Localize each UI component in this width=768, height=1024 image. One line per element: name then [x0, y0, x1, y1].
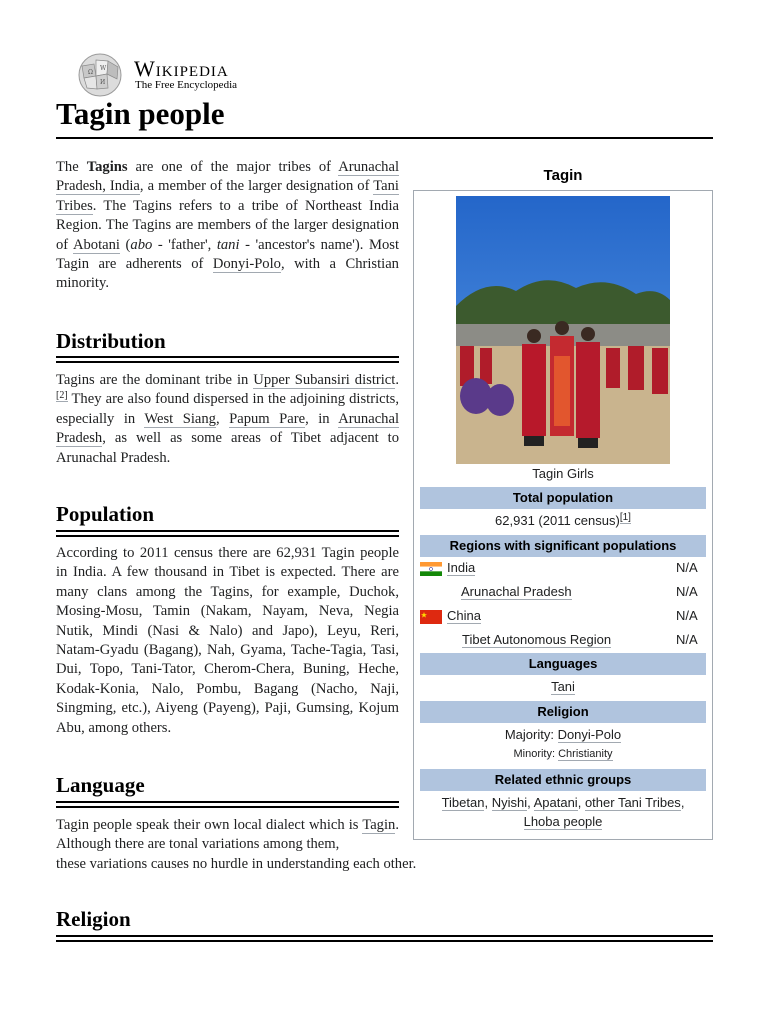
ref-2[interactable]: [2]: [56, 389, 68, 401]
link-apatani[interactable]: Apatani: [533, 795, 578, 810]
link-nyishi[interactable]: Nyishi: [491, 795, 528, 810]
region-value: N/A: [676, 632, 698, 647]
link-west-siang[interactable]: West Siang: [144, 410, 216, 427]
heading-religion: Religion: [56, 907, 131, 931]
link-lhoba-people[interactable]: Lhoba people: [523, 814, 603, 829]
religion-header: Religion: [420, 701, 706, 723]
link-india[interactable]: India: [447, 560, 476, 575]
related-groups-header: Related ethnic groups: [420, 769, 706, 791]
link-donyi-polo[interactable]: Donyi-Polo: [212, 256, 281, 273]
link-donyi-polo-religion[interactable]: Donyi-Polo: [557, 727, 622, 742]
svg-text:И: И: [100, 79, 106, 86]
distribution-section: [56, 371, 399, 468]
heading-rule: [56, 356, 399, 358]
link-arunachal-pradesh-region[interactable]: Arunachal Pradesh: [461, 584, 572, 599]
heading-distribution: Distribution: [56, 329, 166, 353]
china-flag-icon: [420, 610, 442, 624]
link-tibet-autonomous-region[interactable]: Tibet Autonomous Region: [462, 632, 612, 647]
india-flag-icon: [420, 562, 442, 576]
link-upper-subansiri[interactable]: Upper Subansiri district: [253, 372, 396, 388]
link-christianity[interactable]: Christianity: [558, 748, 613, 760]
link-papum-pare[interactable]: Papum Pare: [229, 410, 306, 427]
link-arunachal-pradesh[interactable]: Arunachal Pradesh: [56, 410, 400, 447]
link-tibetan[interactable]: Tibetan: [441, 795, 485, 810]
intro-paragraph: The Tagins are one of the major tribes of Arunachal Pradesh, India, a member of the larger designation of Tani Tribes. The Tagins refers to a tribe of Northeast India Region. The Tagins are members of the larger designation of Abotani (abo - 'father', tani - 'ancestor's name'). Most Tagin are adherents of Donyi-Polo, with a Christian minority.: [56, 159, 400, 292]
language-paragraph-continued: these variations causes no hurdle in understanding each other.: [56, 856, 417, 872]
region-value: N/A: [676, 560, 698, 575]
religion-majority: Majority: Donyi-Polo: [504, 727, 622, 742]
region-row-tibet: [420, 631, 706, 651]
tagins-bold: Tagins: [86, 159, 128, 175]
link-china[interactable]: China: [447, 608, 481, 623]
ref-1[interactable]: [1]: [619, 511, 631, 523]
heading-rule: [56, 361, 399, 363]
related-groups-line2: [414, 814, 712, 829]
total-population-header: Total population: [420, 487, 706, 509]
site-title[interactable]: Wikipedia: [134, 56, 229, 81]
link-arunachal-pradesh-india[interactable]: Arunachal Pradesh, India: [56, 159, 400, 195]
region-row-china: [420, 607, 706, 627]
image-caption: Tagin Girls: [532, 466, 594, 481]
regions-header: Regions with significant populations: [420, 535, 706, 557]
distribution-paragraph: Tagins are the dominant tribe in Upper Subansiri district.[2] They are also found dispersed in the adjoining districts, especially in West Siang, Papum Pare, in Arunachal Pradesh, as well as some areas of Tibet adjacent to Arunachal Pradesh.: [56, 372, 400, 466]
link-tani-language[interactable]: Tani: [551, 679, 575, 694]
region-value: N/A: [676, 584, 698, 599]
link-tagin[interactable]: Tagin: [362, 817, 396, 833]
wikipedia-globe-logo[interactable]: [74, 52, 126, 98]
heading-rule: [56, 530, 399, 532]
language-paragraph: Tagin people speak their own local dialect which is Tagin. Although there are tonal variations among them,: [56, 817, 399, 853]
link-tani-tribes[interactable]: Tani Tribes: [56, 178, 399, 214]
total-population-value: 62,931 (2011 census)[1]: [495, 511, 631, 528]
religion-minority: Minority: Christianity: [513, 748, 613, 760]
intro-section: [56, 158, 399, 294]
languages-value: [414, 679, 712, 694]
heading-rule: [56, 935, 713, 937]
heading-language: Language: [56, 773, 145, 797]
population-paragraph: According to 2011 census there are 62,931 Tagin people in India. A few thousand in Tibet is expected. There are many clans among the Tagins, for example, Duchok, Mosing-Mosu, Tamin (Nakam, Nayam, Neva, Negia Nutik, Mindi (Nasi & Nalo) and Japo), Leyu, Reri, Natam-Gyadu (Bagang), Nah, Gyama, Tache-Tagia, Tasi, Dui, Topo, Tani-Tator, Cherom-Chera, Buning, Heche, Kodak-Konia, Nalo, Pombu, Bagang (Nacho, Naji, Singming, etc.), Aiyeng (Payeng), Paji, Gumsing, Kojum Abu, among others.: [56, 545, 399, 736]
site-subtitle: The Free Encyclopedia: [135, 79, 238, 91]
related-groups-line1: Tibetan, Nyishi, Apatani, other Tani Tribes,: [441, 795, 685, 810]
infobox: [413, 190, 713, 840]
title-divider: [56, 137, 713, 139]
region-row-arunachal-pradesh: [420, 583, 706, 603]
heading-rule: [56, 801, 399, 803]
svg-text:W: W: [100, 65, 107, 72]
heading-rule: [56, 806, 399, 808]
region-value: N/A: [676, 608, 698, 623]
svg-text:Ω: Ω: [88, 69, 93, 76]
language-section: [56, 816, 399, 855]
infobox-title: Tagin: [543, 167, 583, 184]
page-title: Tagin people: [56, 96, 225, 131]
heading-population: Population: [56, 502, 155, 526]
heading-rule: [56, 535, 399, 537]
tagin-girls-photo[interactable]: [456, 196, 670, 464]
languages-header: Languages: [420, 653, 706, 675]
link-other-tani-tribes[interactable]: other Tani Tribes: [584, 795, 681, 810]
heading-rule: [56, 940, 713, 942]
population-section: [56, 544, 399, 738]
link-abotani[interactable]: Abotani: [72, 236, 120, 253]
region-row-india: [420, 559, 706, 579]
